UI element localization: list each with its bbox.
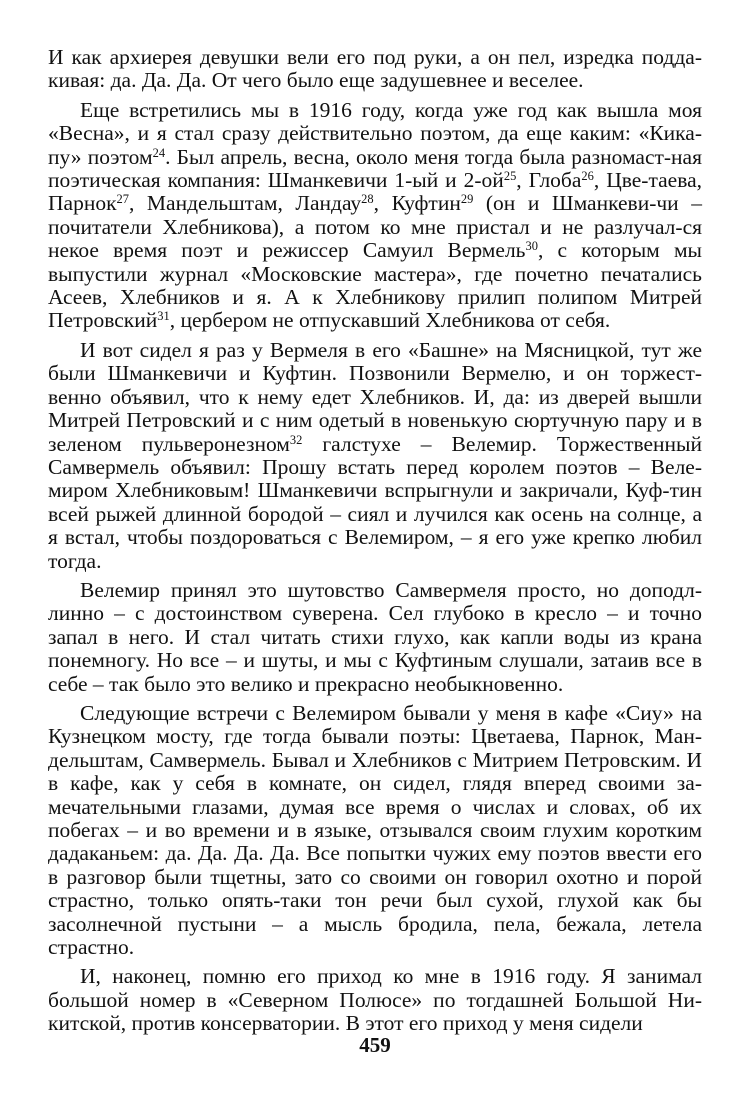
body-paragraph [48,339,702,573]
paragraph-text: , с которым мы выпустили журнал «Московские мастера», где почетно печатались Асеев, Хлебников и я. А к Хлебникову прилип полипом Митрей Петровский [48,238,702,333]
paragraph-text: , Куфтин [373,191,461,216]
body-paragraph [48,46,702,93]
footnote-reference: 29 [460,192,474,207]
paragraph-text: , цербером не отпускавший Хлебникова от себя. [169,308,611,333]
footnote-reference: 31 [157,309,170,324]
footnote-reference: 30 [525,239,538,254]
body-paragraph [48,579,702,696]
body-paragraph [48,965,702,1035]
footnote-reference: 27 [116,192,129,207]
footnote-reference: 24 [152,145,166,160]
paragraph-text: , Мандельштам, Ландау [129,191,362,216]
footnote-reference: 26 [581,169,594,184]
body-paragraph [48,99,702,333]
paragraph-text: Велемир принял это шутовство Самвермеля просто, но доподл-линно – с достоинством суверена. Сел глубоко в кресло – и точно запал в него. И стал читать стихи глухо, как капли воды из крана понемногу. Но все – и шуты, и мы с Куфтиным слушали, затаив все в себе – так было это велико и прекрасно необыкновенно. [48,577,702,696]
footnote-reference: 32 [289,432,303,447]
page-number: 459 [359,1033,391,1057]
footnote-reference: 25 [503,169,517,184]
paragraph-text: И как архиерея девушки вели его под руки, а он пел, изредка подда-кивая: да. Да. Да. От чего было еще задушевнее и веселее. [48,45,702,93]
paragraph-text: , Цве-таева, Парнок [48,168,702,216]
paragraph-text: (он и Шманкеви-чи – почитатели Хлебникова), а потом ко мне пристал и не разлучал-ся некое время поэт и режиссер Самуил Вермель [48,191,702,263]
footnote-reference: 28 [361,192,374,207]
paragraph-text: И вот сидел я раз у Вермеля в его «Башне» на Мясницкой, тут же были Шманкевичи и Куфтин. Позвонили Вермелю, и он торжест-венно объявил, что к нему едет Хлебников. И, да: из дверей вышли Митрей Петровский и с ним одетый в новенькую сюртучную пару и в зеленом пульверонезном [48,337,702,456]
page-text-block [48,46,702,1042]
paragraph-text: галстухе – Велемир. Торжественный Самвермель объявил: Прошу встать перед королем поэтов – Веле-миром Хлебниковым! Шманкевичи вспрыгнули и закричали, Куф-тин всей рыжей длинной бородой – сиял и лучился как осень на солнце, а я встал, чтобы поздороваться с Велемиром, – я его уже крепко любил тогда. [48,431,702,573]
paragraph-text: Следующие встречи с Велемиром бывали у меня в кафе «Сиу» на Кузнецком мосту, где тогда бывали поэты: Цветаева, Парнок, Ман-дельштам, Самвермель. Бывал и Хлебников с Митрием Петровским. И в кафе, как у себя в комнате, он сидел, глядя вперед своими за-мечательными глазами, думая все время о числах и словах, об их побегах – и во времени и в языке, отзывался своим глухим коротким дадаканьем: да. Да. Да. Да. Все попытки чужих ему поэтов ввести его в разговор были тщетны, зато со своими он говорил охотно и порой страстно, только опять-таки тон речи был сухой, глухой как бы засолнечной пустыни – а мысль бродила, пела, бежала, летела страстно. [48,700,702,960]
paragraph-text: . Был апрель, весна, около меня тогда была разномаст-ная поэтическая компания: Шманкевичи 1-ый и 2-ой [48,144,702,193]
paragraph-text: , Глоба [516,168,582,193]
body-paragraph [48,702,702,959]
paragraph-text: Еще встретились мы в 1916 году, когда уже год как вышла моя «Весна», и я стал сразу действительно поэтом, да еще каким: «Кика-пу» поэтом [48,97,702,169]
paragraph-text: И, наконец, помню его приход ко мне в 1916 году. Я занимал большой номер в «Северном Полюсе» по тогдашней Большой Ни-китской, против консерватории. В этот его приход у меня сидели [48,964,702,1036]
